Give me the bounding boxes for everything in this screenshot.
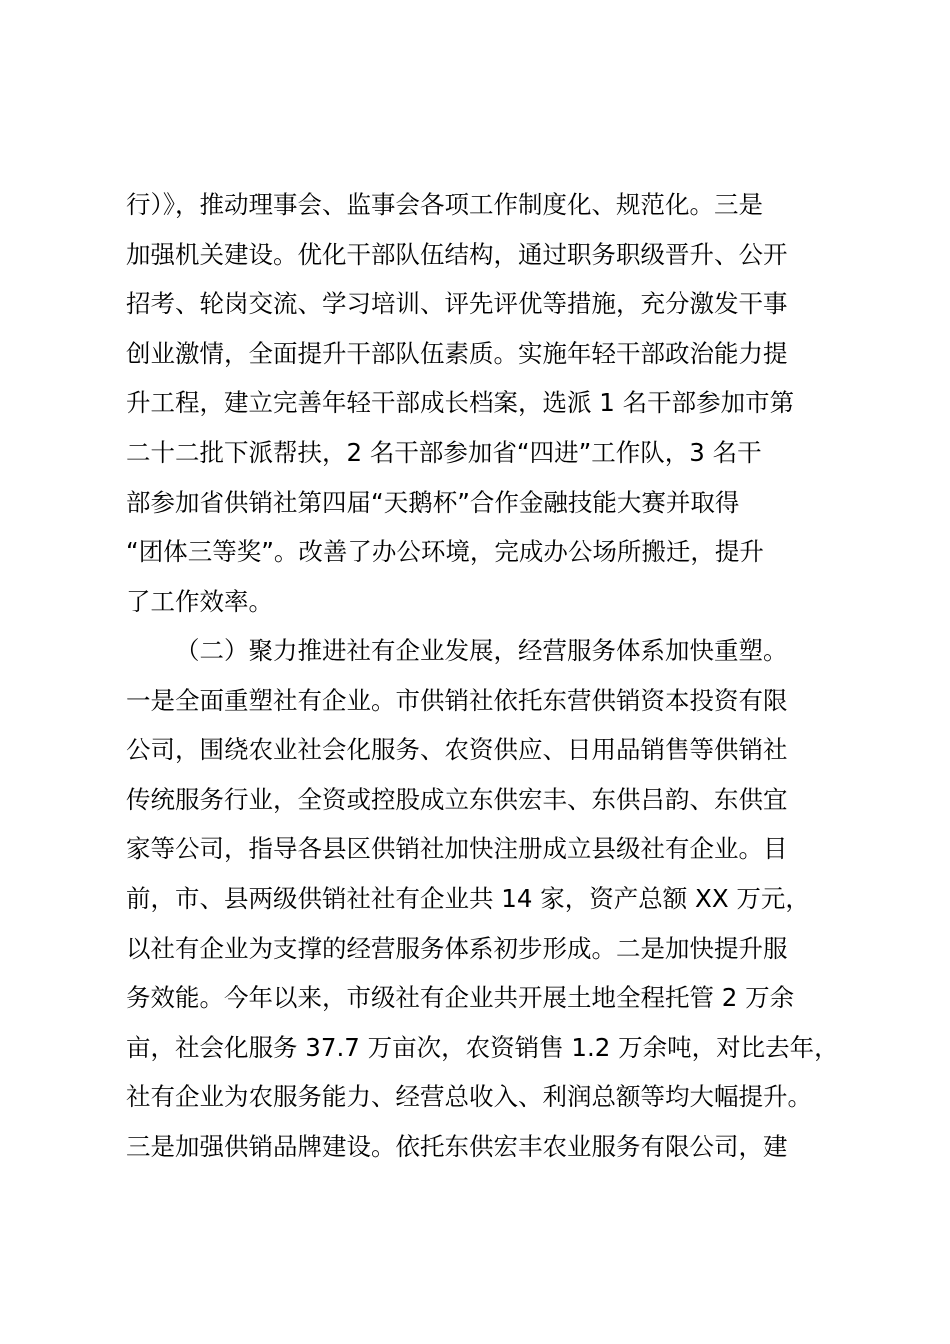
section-heading-line: （二）聚力推进社有企业发展，经营服务体系加快重塑。 <box>175 636 788 665</box>
text-line: 传统服务行业，全资或控股成立东供宏丰、东供吕韵、东供宜 <box>126 784 788 814</box>
paragraph-2 <box>126 626 839 1172</box>
text-line: 公司，围绕农业社会化服务、农资供应、日用品销售等供销社 <box>126 735 788 765</box>
paragraph-1 <box>126 180 834 626</box>
text-line: 一是全面重塑社有企业。市供销社依托东营供销资本投资有限 <box>126 685 788 715</box>
text-line: 招考、轮岗交流、学习培训、评先评优等措施，充分激发干事 <box>126 289 788 319</box>
text-line: 行）》，推动理事会、监事会各项工作制度化、规范化。三是 <box>126 190 763 219</box>
text-line: 升工程，建立完善年轻干部成长档案，选派 1 名干部参加市第 <box>126 388 795 418</box>
text-line: 社有企业为农服务能力、经营总收入、利润总额等均大幅提升。 <box>126 1082 812 1112</box>
text-line: 加强机关建设。优化干部队伍结构，通过职务职级晋升、公开 <box>126 239 788 269</box>
text-line: 亩，社会化服务 37.7 万亩次，农资销售 1.2 万余吨，对比去年， <box>126 1032 839 1062</box>
text-line: 以社有企业为支撑的经营服务体系初步形成。二是加快提升服 <box>126 933 788 963</box>
text-line: 了工作效率。 <box>126 586 273 616</box>
text-line: 部参加省供销社第四届“天鹅杯”合作金融技能大赛并取得 <box>126 487 740 517</box>
text-line: 创业激情，全面提升干部队伍素质。实施年轻干部政治能力提 <box>126 338 788 368</box>
text-line: 家等公司，指导各县区供销社加快注册成立县级社有企业。目 <box>126 834 788 864</box>
text-line: “团体三等奖”。改善了办公环境，完成办公场所搬迁，提升 <box>126 537 764 567</box>
text-line: 三是加强供销品牌建设。依托东供宏丰农业服务有限公司，建 <box>126 1131 788 1161</box>
text-line: 前，市、县两级供销社社有企业共 14 家，资产总额 XX 万元， <box>126 883 810 913</box>
text-line: 二十二批下派帮扶，2 名干部参加省“四进”工作队，3 名干 <box>126 437 762 467</box>
text-line: 务效能。今年以来，市级社有企业共开展土地全程托管 2 万余 <box>126 983 795 1013</box>
